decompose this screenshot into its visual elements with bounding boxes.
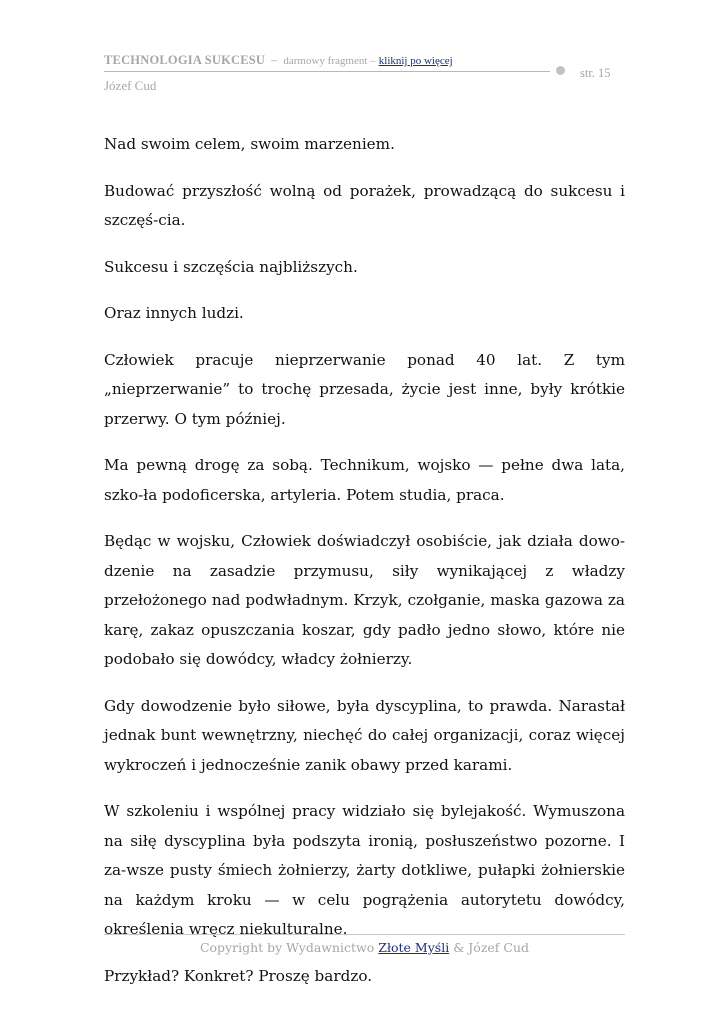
- book-title: TECHNOLOGIA SUKCESU: [104, 53, 266, 67]
- header-dash: –: [271, 53, 278, 67]
- paragraph: Budować przyszłość wolną od porażek, prowadzącą do sukcesu i szczęś-cia.: [104, 181, 625, 229]
- paragraph: Człowiek pracuje nieprzerwanie ponad 40 lat. Z tym „nieprzerwanie” to trochę przesada, życie jest inne, były krótkie przerwy. O tym później.: [104, 350, 625, 428]
- paragraph: W szkoleniu i wspólnej pracy widziało się bylejakość. Wymuszona na siłę dyscyplina była podszyta ironią, posłuszeństwo pozorne. I za-wsze pusty śmiech żołnierzy, żarty dotkliwe, pułapki żołnierskie na każdym kroku — w celu pogrążenia autorytetu dowódcy, określenia wręcz niekulturalne.: [104, 802, 625, 938]
- copyright-prefix: Copyright by Wydawnictwo: [199, 940, 375, 955]
- paragraph: Ma pewną drogę za sobą. Technikum, wojsko — pełne dwa lata, szko-ła podoficerska, artyleria. Potem studia, praca.: [104, 456, 625, 504]
- body-text: [104, 130, 625, 991]
- paragraph: Gdy dowodzenie było siłowe, była dyscyplina, to prawda. Narastał jednak bunt wewnętrzny, niechęć do całej organizacji, coraz więcej wykroczeń i jednocześnie zanik obawy przed karami.: [104, 696, 625, 774]
- more-link[interactable]: kliknij po więcej: [378, 55, 453, 67]
- paragraph: Przykład? Konkret? Proszę bardzo.: [104, 966, 373, 985]
- running-header: [104, 53, 453, 68]
- paragraph: Sukcesu i szczęścia najbliższych.: [104, 257, 358, 276]
- header-author: Józef Cud: [104, 78, 157, 93]
- header-bullet-icon: [556, 66, 565, 75]
- publisher-link[interactable]: Złote Myśli: [378, 940, 450, 955]
- paragraph: Nad swoim celem, swoim marzeniem.: [104, 135, 395, 153]
- footer-rule: [104, 934, 625, 935]
- page-number: str. 15: [580, 66, 611, 80]
- paragraph: Będąc w wojsku, Człowiek doświadczył osobiście, jak działa dowo-dzenie na zasadzie przymusu, siły wynikającej z władzy przełożonego nad podwładnym. Krzyk, czołganie, maska gazowa za karę, zakaz opuszczania koszar, gdy padło jedno słowo, które nie podobało się dowódcy, władcy żołnierzy.: [104, 532, 625, 668]
- paragraph: Oraz innych ludzi.: [104, 304, 244, 322]
- footer-copyright: [104, 940, 625, 955]
- header-rule: [104, 71, 550, 72]
- fragment-note: darmowy fragment –: [283, 55, 376, 67]
- copyright-suffix: & Józef Cud: [453, 940, 530, 955]
